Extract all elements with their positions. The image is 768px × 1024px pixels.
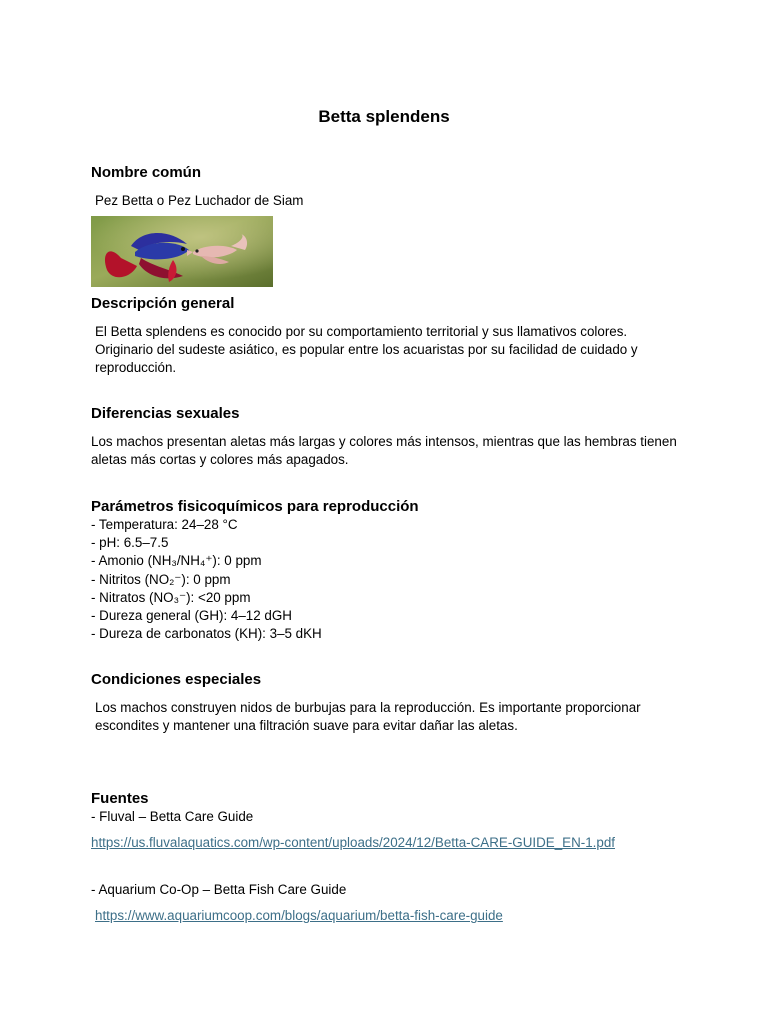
parameter-item: - Amonio (NH₃/NH₄⁺): 0 ppm [91, 553, 262, 569]
parameter-item: - Temperatura: 24–28 °C [91, 517, 238, 532]
description-heading: Descripción general [91, 295, 235, 312]
common-name-heading: Nombre común [91, 164, 202, 181]
parameter-item: - pH: 6.5–7.5 [91, 535, 169, 551]
sexual-differences-heading: Diferencias sexuales [91, 405, 240, 422]
description-text: El Betta splendens es conocido por su comportamiento territorial y sus llamativos colores. Originario del sudeste asiático, es popular entre los acuaristas por su facilidad de cuidado y reproducción. [95, 324, 638, 375]
source-link[interactable]: https://www.aquariumcoop.com/blogs/aquarium/betta-fish-care-guide [95, 908, 503, 923]
source-label: - Fluval – Betta Care Guide [91, 809, 254, 824]
common-name-text: Pez Betta o Pez Luchador de Siam [95, 193, 304, 208]
special-conditions-heading: Condiciones especiales [91, 671, 262, 688]
source-label: - Aquarium Co-Op – Betta Fish Care Guide [91, 882, 347, 897]
parameters-list [91, 516, 322, 643]
special-conditions-text: Los machos construyen nidos de burbujas para la reproducción. Es importante proporcionar escondites y mantener una filtración suave para evitar dañar las aletas. [95, 700, 641, 733]
parameters-heading: Parámetros fisicoquímicos para reproducción [91, 498, 419, 515]
source-link[interactable]: https://us.fluvalaquatics.com/wp-content/uploads/2024/12/Betta-CARE-GUIDE_EN-1.pdf [91, 835, 615, 850]
parameter-item: - Nitratos (NO₃⁻): <20 ppm [91, 589, 251, 605]
parameter-item: - Dureza general (GH): 4–12 dGH [91, 608, 292, 624]
sexual-differences-text: Los machos presentan aletas más largas y colores más intensos, mientras que las hembras tienen aletas más cortas y colores más apagados. [91, 434, 677, 467]
document-title: Betta splendens [318, 107, 450, 126]
parameter-item: - Dureza de carbonatos (KH): 3–5 dKH [91, 626, 322, 642]
parameter-item: - Nitritos (NO₂⁻): 0 ppm [91, 571, 231, 587]
betta-fish-photo [91, 216, 273, 287]
sources-heading: Fuentes [91, 790, 149, 807]
